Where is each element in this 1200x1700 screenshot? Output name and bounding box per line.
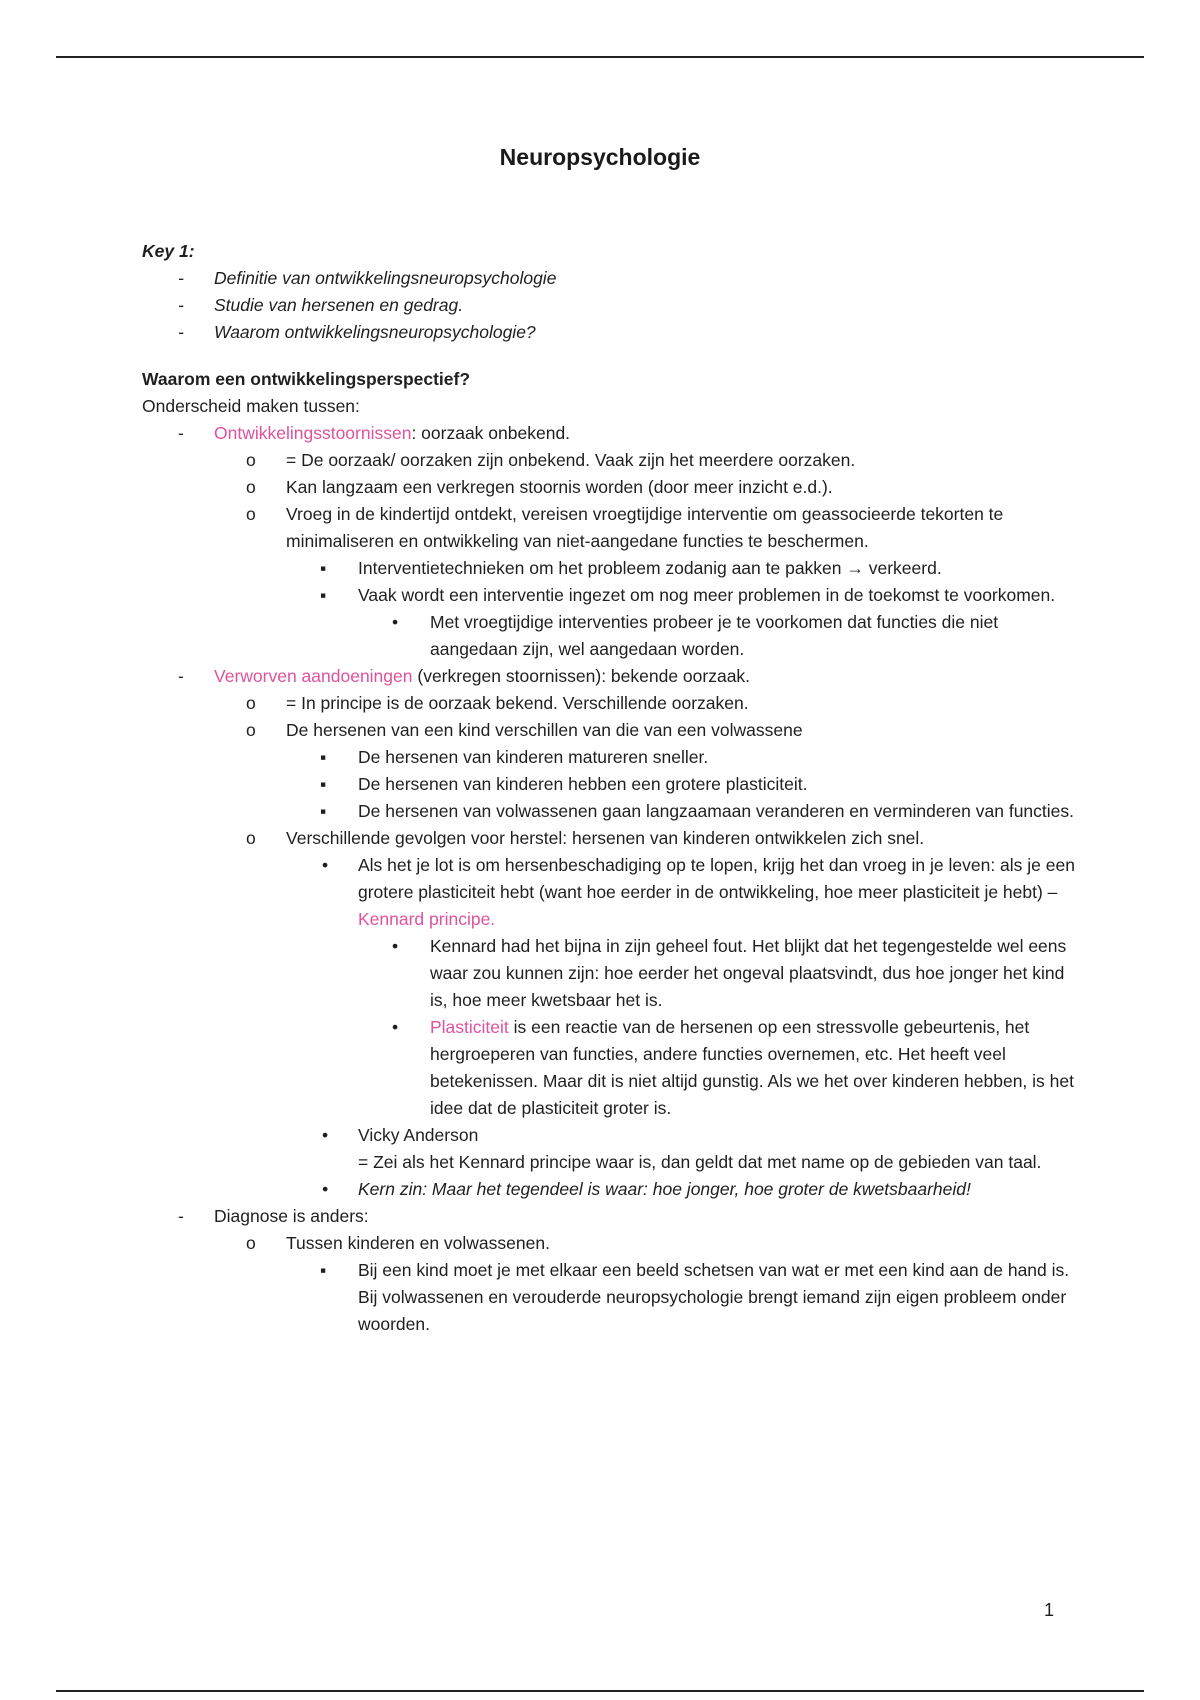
dash-bullet: - [178, 666, 184, 686]
list-item: - Ontwikkelingsstoornissen: oorzaak onbekend. [142, 420, 1082, 447]
list-item: o De hersenen van een kind verschillen van die van een volwassene [142, 717, 1082, 744]
circle-bullet: o [246, 693, 256, 713]
list-item: o Tussen kinderen en volwassenen. [142, 1230, 1082, 1257]
square-bullet: ▪ [320, 801, 327, 821]
list-item: ▪ Interventietechnieken om het probleem zodanig aan te pakken → verkeerd. [142, 555, 1082, 582]
key1-item: - Waarom ontwikkelingsneuropsychologie? [142, 319, 1082, 346]
dot-bullet: • [322, 855, 329, 875]
square-bullet: ▪ [320, 774, 327, 794]
list-item: o Verschillende gevolgen voor herstel: hersenen van kinderen ontwikkelen zich snel. [142, 825, 1082, 852]
list-item-note: = Zei als het Kennard principe waar is, dan geldt dat met name op de gebieden van taal. [358, 1152, 1042, 1172]
list-item: o = In principe is de oorzaak bekend. Verschillende oorzaken. [142, 690, 1082, 717]
highlighted-term: Verworven aandoeningen [214, 666, 413, 686]
dot-bullet: • [392, 936, 399, 956]
footer-rule [56, 1690, 1144, 1692]
highlighted-term: Kennard principe. [358, 909, 496, 929]
list-item: o Kan langzaam een verkregen stoornis worden (door meer inzicht e.d.). [142, 474, 1082, 501]
list-item: • Als het je lot is om hersenbeschadiging op te lopen, krijg het dan vroeg in je leven: als je een grotere plasticiteit hebt (want hoe eerder in de ontwikkeling, hoe meer plasticiteit je hebt) – Kennard principe. [142, 852, 1082, 933]
dot-bullet: • [322, 1125, 329, 1145]
circle-bullet: o [246, 1233, 256, 1253]
list-item: ▪ Vaak wordt een interventie ingezet om nog meer problemen in de toekomst te voorkomen. [142, 582, 1082, 609]
page-number: 1 [1044, 1600, 1055, 1620]
circle-bullet: o [246, 720, 256, 740]
list-item: ▪ De hersenen van volwassenen gaan langzaamaan veranderen en verminderen van functies. [142, 798, 1082, 825]
square-bullet: ▪ [320, 585, 327, 605]
list-item: ▪ De hersenen van kinderen matureren sneller. [142, 744, 1082, 771]
square-bullet: ▪ [320, 558, 327, 578]
highlighted-term: Ontwikkelingsstoornissen [214, 423, 412, 443]
square-bullet: ▪ [320, 1260, 327, 1280]
list-item: ▪ Bij een kind moet je met elkaar een beeld schetsen van wat er met een kind aan de hand is. Bij volwassenen en verouderde neuropsychologie brengt iemand zijn eigen probleem onder woorden. [142, 1257, 1082, 1338]
dot-bullet: • [322, 1179, 329, 1199]
highlighted-term: Plasticiteit [430, 1017, 509, 1037]
circle-bullet: o [246, 477, 256, 497]
list-item: ▪ De hersenen van kinderen hebben een grotere plasticiteit. [142, 771, 1082, 798]
list-item: • Plasticiteit is een reactie van de hersenen op een stressvolle gebeurtenis, het hergroeperen van functies, andere functies overnemen, etc. Het heeft veel betekenissen. Maar dit is niet altijd gunstig. Als we het over kinderen hebben, is het idee dat de plasticiteit groter is. [142, 1014, 1082, 1122]
list-item: - Diagnose is anders: [142, 1203, 1082, 1230]
section-intro: Onderscheid maken tussen: [142, 396, 360, 416]
circle-bullet: o [246, 504, 256, 524]
dot-bullet: • [392, 1017, 399, 1037]
circle-bullet: o [246, 450, 256, 470]
header-rule [56, 56, 1144, 58]
document-title: Neuropsychologie [499, 144, 701, 170]
document-body [142, 238, 1082, 1338]
dash-bullet: - [178, 295, 184, 315]
list-item: • Kennard had het bijna in zijn geheel fout. Het blijkt dat het tegengestelde wel eens waar zou kunnen zijn: hoe eerder het ongeval plaatsvindt, dus hoe jonger het kind is, hoe meer kwetsbaar het is. [142, 933, 1082, 1014]
section-heading: Waarom een ontwikkelingsperspectief? [142, 369, 471, 389]
key1-label: Key 1: [142, 241, 195, 261]
dash-bullet: - [178, 268, 184, 288]
dash-bullet: - [178, 1206, 184, 1226]
list-item: - Verworven aandoeningen (verkregen stoornissen): bekende oorzaak. [142, 663, 1082, 690]
list-item: o Vroeg in de kindertijd ontdekt, vereisen vroegtijdige interventie om geassocieerde tekorten te minimaliseren en ontwikkeling van niet-aangedane functies te beschermen. [142, 501, 1082, 555]
circle-bullet: o [246, 828, 256, 848]
list-item: • Met vroegtijdige interventies probeer je te voorkomen dat functies die niet aangedaan zijn, wel aangedaan worden. [142, 609, 1082, 663]
list-item: • Kern zin: Maar het tegendeel is waar: hoe jonger, hoe groter de kwetsbaarheid! [142, 1176, 1082, 1203]
list-item: • Vicky Anderson [142, 1122, 1082, 1149]
dash-bullet: - [178, 423, 184, 443]
list-item: o = De oorzaak/ oorzaken zijn onbekend. Vaak zijn het meerdere oorzaken. [142, 447, 1082, 474]
square-bullet: ▪ [320, 747, 327, 767]
dot-bullet: • [392, 612, 399, 632]
dash-bullet: - [178, 322, 184, 342]
key1-item: - Studie van hersenen en gedrag. [142, 292, 1082, 319]
key1-item: - Definitie van ontwikkelingsneuropsychologie [142, 265, 1082, 292]
